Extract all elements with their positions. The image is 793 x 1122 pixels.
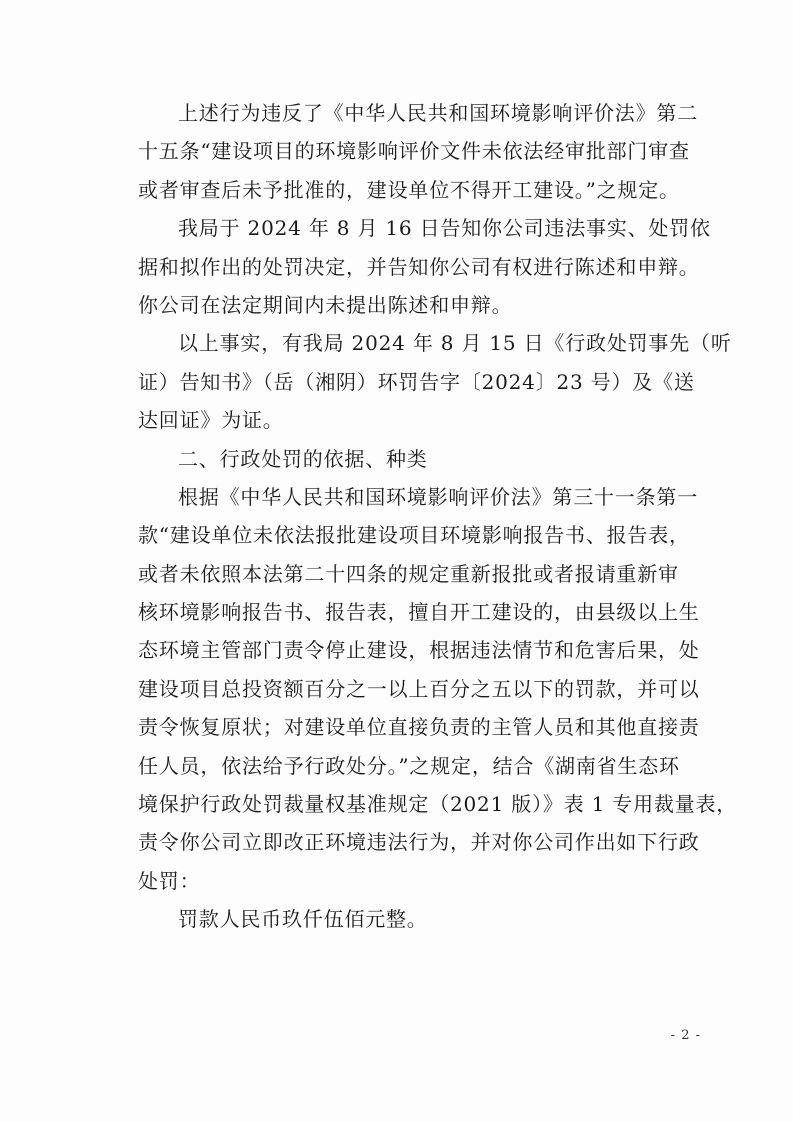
text-line: 责令你公司立即改正环境违法行为，并对你公司作出如下行政: [138, 830, 700, 855]
text-line: 款“建设单位未依法报批建设项目环境影响报告书、报告表，: [138, 523, 690, 548]
text-line: 以上事实，有我局 2024 年 8 月 15 日《行政处罚事先（听: [178, 331, 732, 356]
text-line: 证）告知书》（岳（湘阴）环罚告字〔2024〕23 号）及《送: [138, 369, 695, 394]
text-line: 据和拟作出的处罚决定，并告知你公司有权进行陈述和申辩。: [138, 254, 700, 279]
text-line: 我局于 2024 年 8 月 16 日告知你公司违法事实、处罚依: [178, 216, 711, 241]
text-line: 态环境主管部门责令停止建设，根据违法情节和危害后果，处: [138, 638, 700, 663]
text-line: 或者审查后未予批准的，建设单位不得开工建设。”之规定。: [138, 177, 680, 202]
text-line: 责令恢复原状；对建设单位直接负责的主管人员和其他直接责: [138, 715, 700, 740]
text-line: 你公司在法定期间内未提出陈述和申辩。: [138, 292, 513, 317]
text-line: 十五条“建设项目的环境影响评价文件未依法经审批部门审查: [138, 139, 690, 164]
document-body: [138, 94, 738, 939]
text-line: 或者未依照本法第二十四条的规定重新报批或者报请重新审: [138, 561, 679, 586]
text-line: 核环境影响报告书、报告表，擅自开工建设的，由县级以上生: [138, 600, 700, 625]
text-line: 处罚：: [138, 868, 201, 893]
text-line: 任人员，依法给予行政处分。”之规定，结合《湖南省生态环: [138, 753, 680, 778]
text-line: 上述行为违反了《中华人民共和国环境影响评价法》第二: [178, 101, 698, 125]
text-line: 建设项目总投资额百分之一以上百分之五以下的罚款，并可以: [138, 676, 700, 701]
text-line: 达回证》为证。: [138, 408, 284, 433]
penalty-line: 罚款人民币玖仟伍佰元整。: [178, 907, 428, 932]
section-heading: 二、行政处罚的依据、种类: [178, 446, 428, 471]
text-line: 境保护行政处罚裁量权基准规定（2021 版）》表 1 专用裁量表，: [138, 792, 738, 817]
text-line: 根据《中华人民共和国环境影响评价法》第三十一条第一: [178, 484, 698, 509]
page-number: - 2 -: [670, 1028, 701, 1043]
